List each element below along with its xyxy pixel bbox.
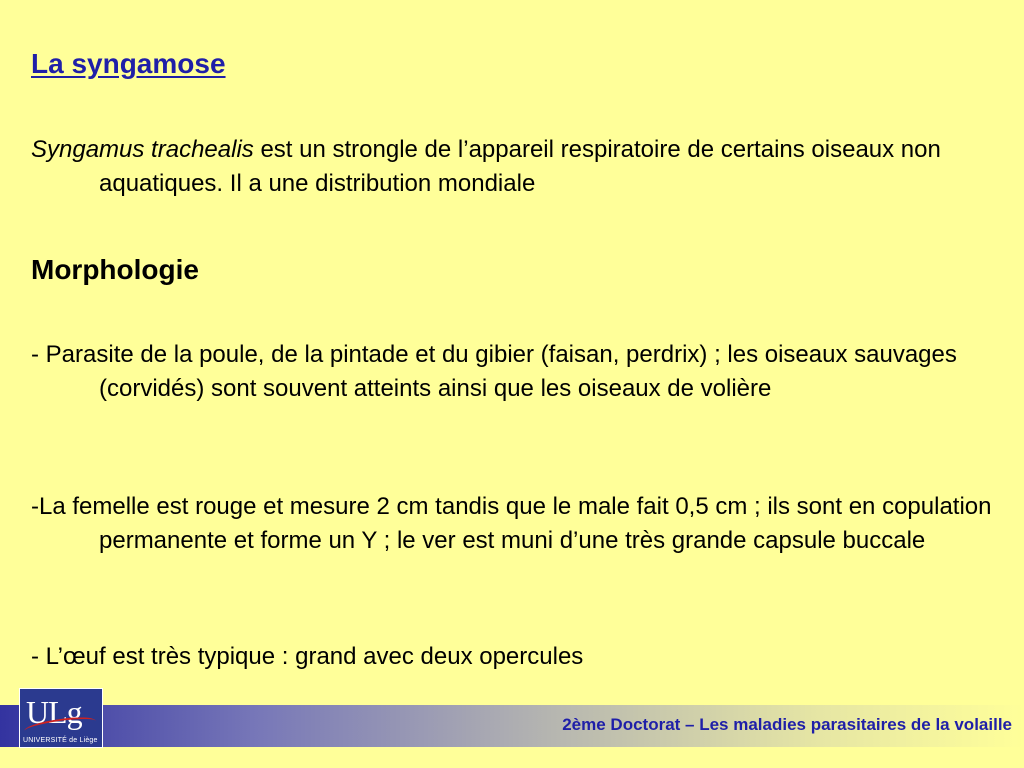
point-morphology: -La femelle est rouge et mesure 2 cm tandis que le male fait 0,5 cm ; ils sont en copulation permanente et forme un Y ; le ver est muni d’une très grande capsule buccale xyxy=(31,493,992,554)
point-hosts: - Parasite de la poule, de la pintade et du gibier (faisan, perdrix) ; les oiseaux sauvages (corvidés) sont souvent atteints ainsi que les oiseaux de volière xyxy=(31,341,957,402)
footer-text: 2ème Doctorat – Les maladies parasitaires de la volaille xyxy=(562,715,1012,734)
slide-title: La syngamose xyxy=(31,48,226,79)
species-name: Syngamus trachealis xyxy=(31,136,254,163)
point-egg: - L’œuf est très typique : grand avec deux opercules xyxy=(31,643,584,670)
section-heading: Morphologie xyxy=(31,254,199,285)
logo-subtitle: UNIVERSITÉ de Liège xyxy=(23,737,98,744)
intro-paragraph xyxy=(31,133,1024,201)
ulg-logo xyxy=(19,688,103,748)
intro-text: est un strongle de l’appareil respiratoire de certains oiseaux non aquatiques. Il a une distribution mondiale xyxy=(99,136,941,197)
logo-mark: ULg xyxy=(26,694,82,730)
